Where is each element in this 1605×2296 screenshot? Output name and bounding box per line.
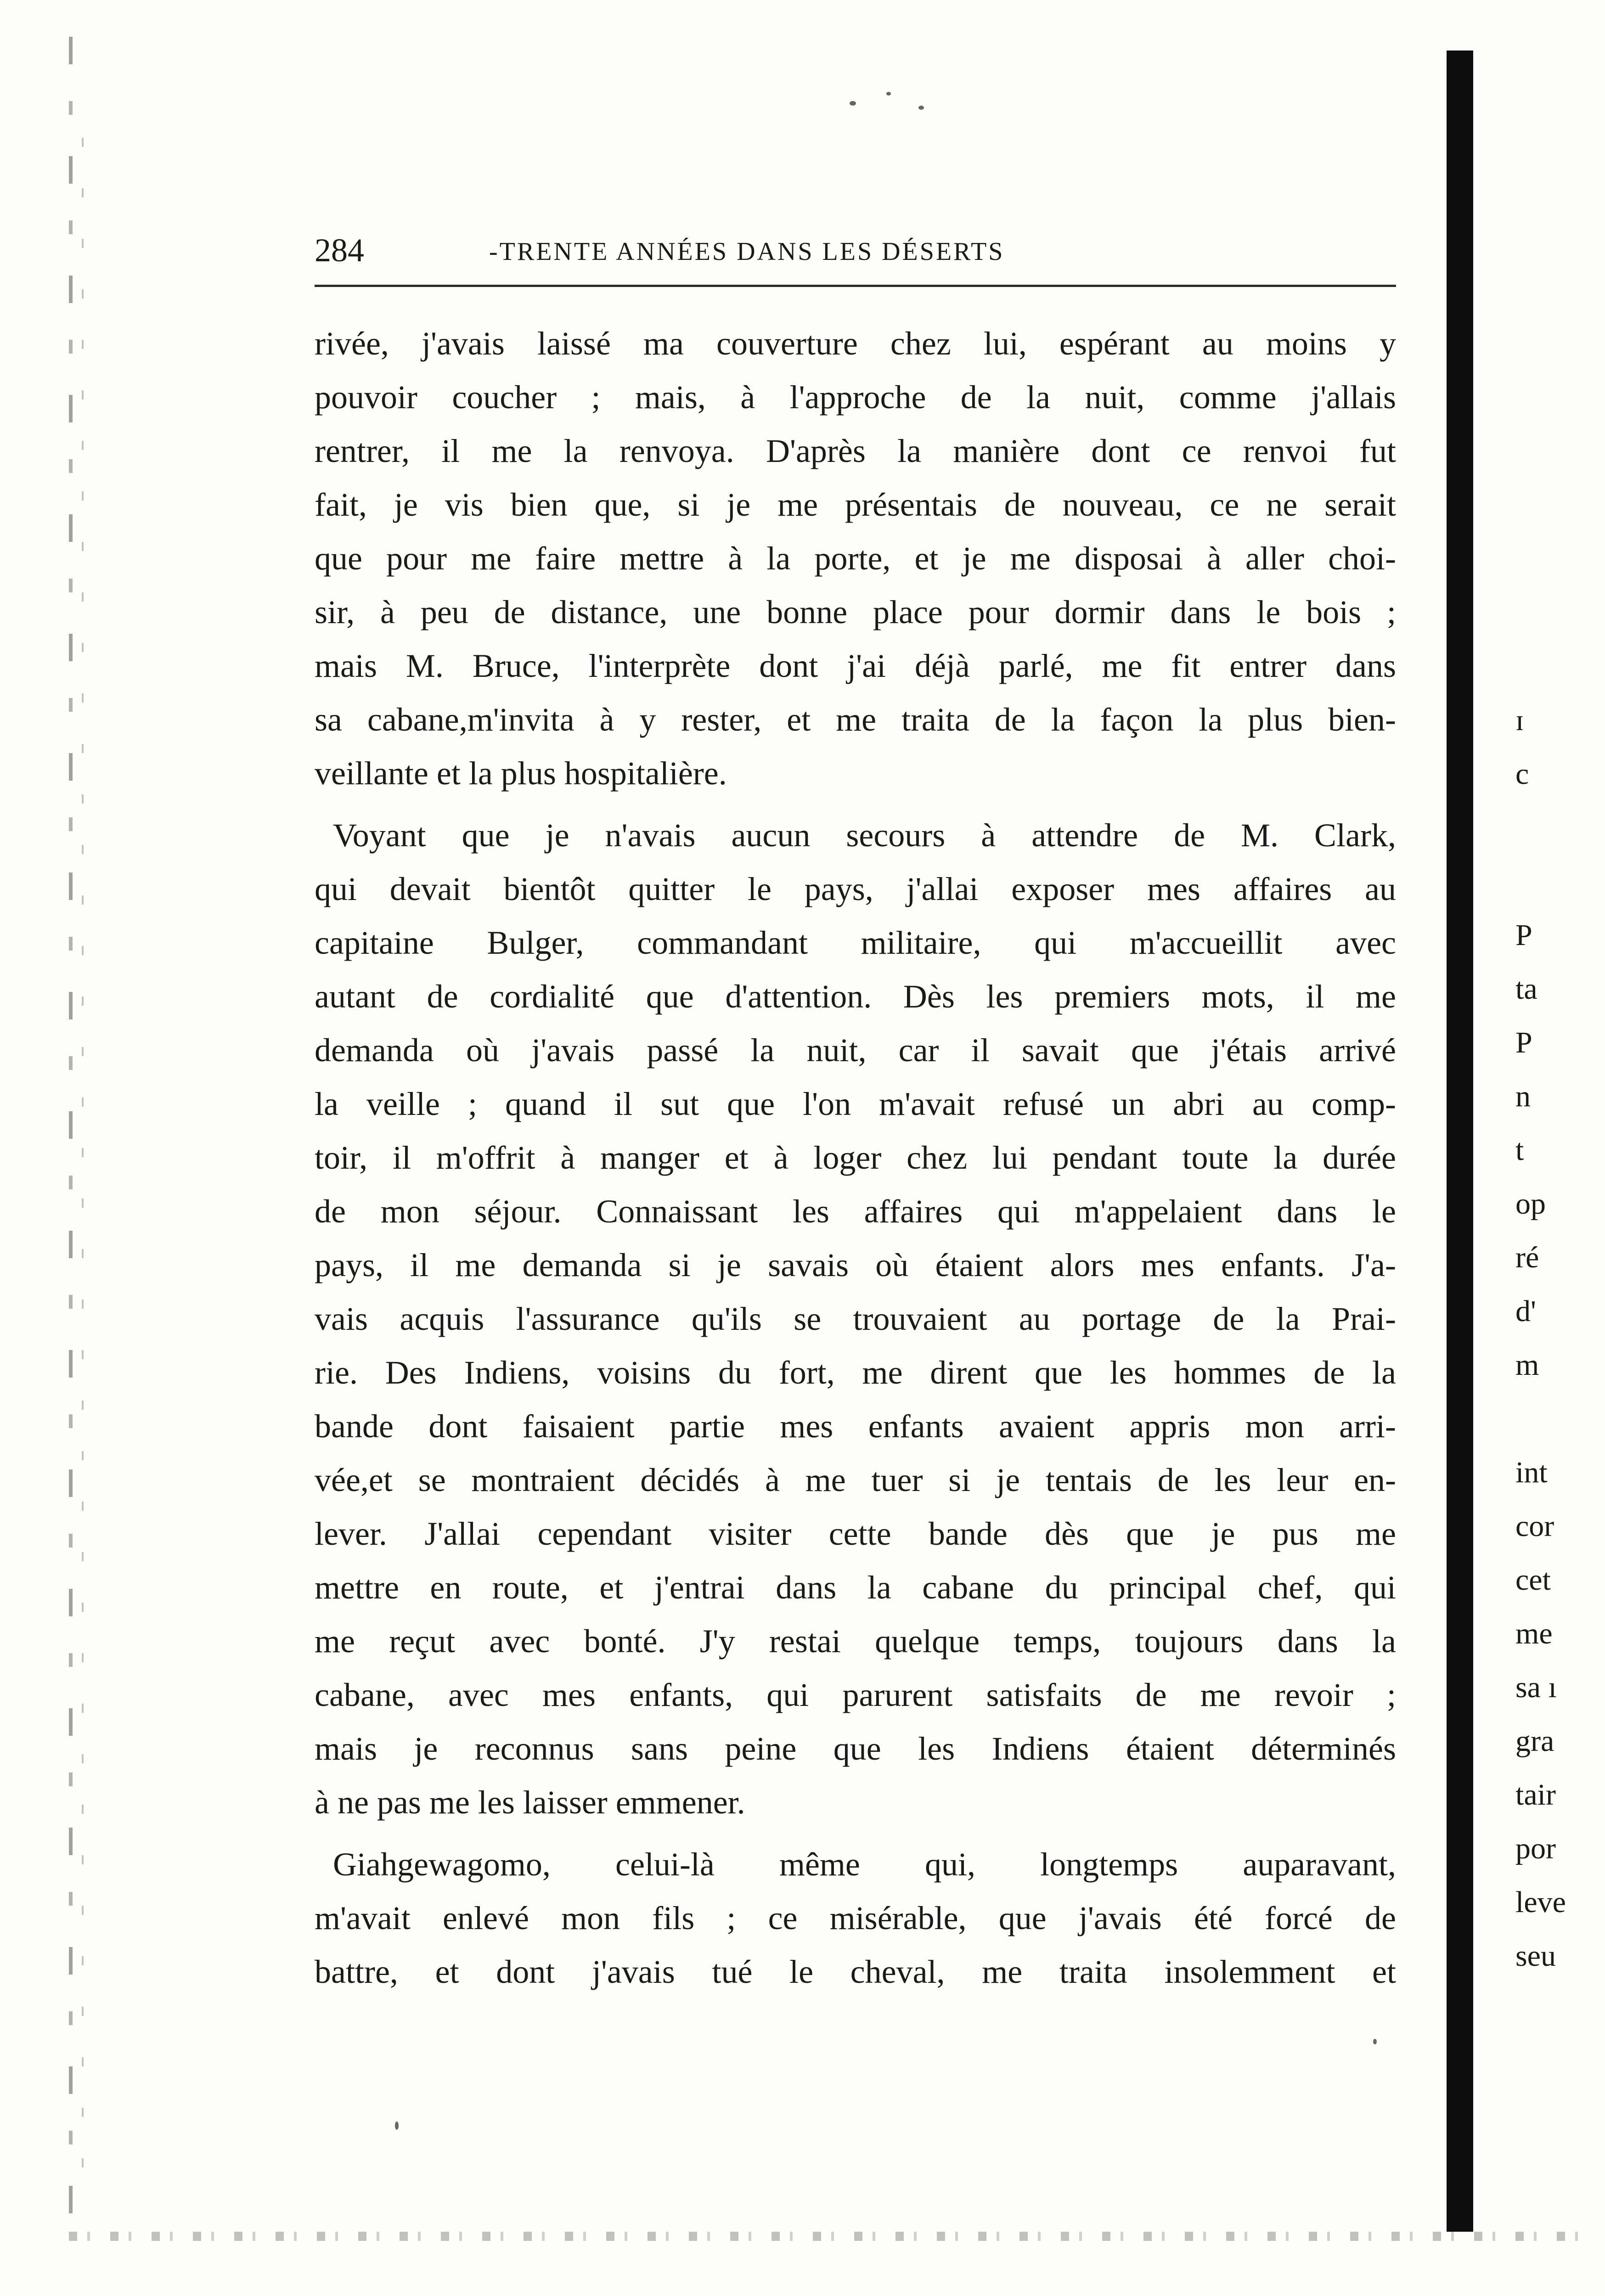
margin-fragment: sa ı <box>1515 1671 1557 1704</box>
text-line: toir, il m'offrit à manger et à loger chez lui pendant toute la durée <box>315 1139 1396 1176</box>
margin-fragment: cet <box>1515 1563 1551 1597</box>
running-title: -TRENTE ANNÉES DANS LES DÉSERTS <box>489 237 1005 266</box>
text-line: pays, il me demanda si je savais où étaient alors mes enfants. J'a- <box>315 1247 1396 1283</box>
header-rule <box>315 285 1396 287</box>
margin-fragment <box>1515 1392 1598 1446</box>
facing-page-fragments <box>1515 693 1598 1983</box>
binding-shadow-bar <box>1447 51 1473 2232</box>
text-line: vée,et se montraient décidés à me tuer si je tentais de les leur en- <box>315 1462 1396 1498</box>
text-line: cabane, avec mes enfants, qui parurent satisfaits de me revoir ; <box>315 1677 1396 1713</box>
margin-fragment: leve <box>1515 1885 1566 1919</box>
margin-fragment <box>1515 855 1598 908</box>
text-line: mettre en route, et j'entrai dans la cabane du principal chef, qui <box>315 1569 1396 1606</box>
text-line: la veille ; quand il sut que l'on m'avait refusé un abri au comp- <box>315 1086 1396 1122</box>
text-line: capitaine Bulger, commandant militaire, qui m'accueillit avec <box>315 924 1396 961</box>
text-line: veillante et la plus hospitalière. <box>315 755 727 792</box>
margin-fragment: ta <box>1515 972 1537 1006</box>
body-text <box>315 317 1396 1999</box>
paragraph-1 <box>315 317 1396 800</box>
margin-fragment: n <box>1515 1080 1531 1113</box>
margin-fragment: P <box>1515 918 1532 952</box>
text-line: Voyant que je n'avais aucun secours à attendre de M. Clark, <box>333 817 1396 854</box>
margin-fragment: d' <box>1515 1294 1536 1328</box>
text-line: m'avait enlevé mon fils ; ce misérable, que j'avais été forcé de <box>315 1900 1396 1936</box>
text-line: battre, et dont j'avais tué le cheval, me traita insolemment et <box>315 1953 1396 1990</box>
text-line: sir, à peu de distance, une bonne place pour dormir dans le bois ; <box>315 594 1396 630</box>
margin-fragment: tair <box>1515 1778 1556 1812</box>
scan-speck <box>395 2122 399 2130</box>
page-number: 284 <box>315 232 364 269</box>
text-line: vais acquis l'assurance qu'ils se trouvaient au portage de la Prai- <box>315 1300 1396 1337</box>
margin-fragment: int <box>1515 1456 1548 1489</box>
text-line: qui devait bientôt quitter le pays, j'allai exposer mes affaires au <box>315 871 1396 907</box>
text-line: rentrer, il me la renvoya. D'après la manière dont ce renvoi fut <box>315 433 1396 469</box>
text-line: lever. J'allai cependant visiter cette bande dès que je pus me <box>315 1515 1396 1552</box>
text-line: que pour me faire mettre à la porte, et je me disposai à aller choi- <box>315 540 1396 577</box>
margin-fragment: t <box>1515 1133 1524 1167</box>
text-line: autant de cordialité que d'attention. Dès les premiers mots, il me <box>315 978 1396 1015</box>
margin-fragment: P <box>1515 1026 1532 1059</box>
margin-fragment: c <box>1515 757 1529 791</box>
text-line: fait, je vis bien que, si je me présentais de nouveau, ce ne serait <box>315 486 1396 523</box>
margin-fragment: op <box>1515 1187 1546 1221</box>
margin-fragment: por <box>1515 1832 1556 1865</box>
margin-fragment <box>1515 801 1598 855</box>
margin-fragment: me <box>1515 1617 1553 1650</box>
text-line: rivée, j'avais laissé ma couverture chez lui, espérant au moins y <box>315 325 1396 362</box>
text-line: Giahgewagomo, celui-là même qui, longtemps auparavant, <box>333 1846 1396 1883</box>
page-header <box>315 227 1396 282</box>
scan-speck <box>850 101 856 106</box>
scan-speck <box>918 106 924 110</box>
margin-fragment: seu <box>1515 1939 1556 1973</box>
text-line: rie. Des Indiens, voisins du fort, me dirent que les hommes de la <box>315 1354 1396 1391</box>
scan-edge-left-inner <box>82 138 84 2204</box>
text-line: bande dont faisaient partie mes enfants avaient appris mon arri- <box>315 1408 1396 1445</box>
text-line: mais M. Bruce, l'interprète dont j'ai déjà parlé, me fit entrer dans <box>315 647 1396 684</box>
scan-edge-left <box>69 37 73 2241</box>
paragraph-2 <box>315 809 1396 1829</box>
scan-speck <box>1373 2039 1377 2044</box>
text-line: mais je reconnus sans peine que les Indiens étaient déterminés <box>315 1730 1396 1767</box>
text-line: pouvoir coucher ; mais, à l'approche de la nuit, comme j'allais <box>315 379 1396 416</box>
text-line: demanda où j'avais passé la nuit, car il savait que j'étais arrivé <box>315 1032 1396 1069</box>
paragraph-3 <box>315 1838 1396 1999</box>
scan-speck <box>886 92 891 96</box>
text-line: me reçut avec bonté. J'y restai quelque temps, toujours dans la <box>315 1623 1396 1660</box>
margin-fragment: m <box>1515 1348 1539 1382</box>
text-line: de mon séjour. Connaissant les affaires qui m'appelaient dans le <box>315 1193 1396 1230</box>
margin-fragment: ré <box>1515 1241 1539 1274</box>
text-line: à ne pas me les laisser emmener. <box>315 1784 745 1821</box>
scan-edge-bottom <box>69 2232 1584 2241</box>
margin-fragment: ɪ <box>1515 703 1524 737</box>
text-line: sa cabane,m'invita à y rester, et me traita de la façon la plus bien- <box>315 701 1396 738</box>
margin-fragment: gra <box>1515 1724 1554 1758</box>
margin-fragment: cor <box>1515 1509 1554 1543</box>
